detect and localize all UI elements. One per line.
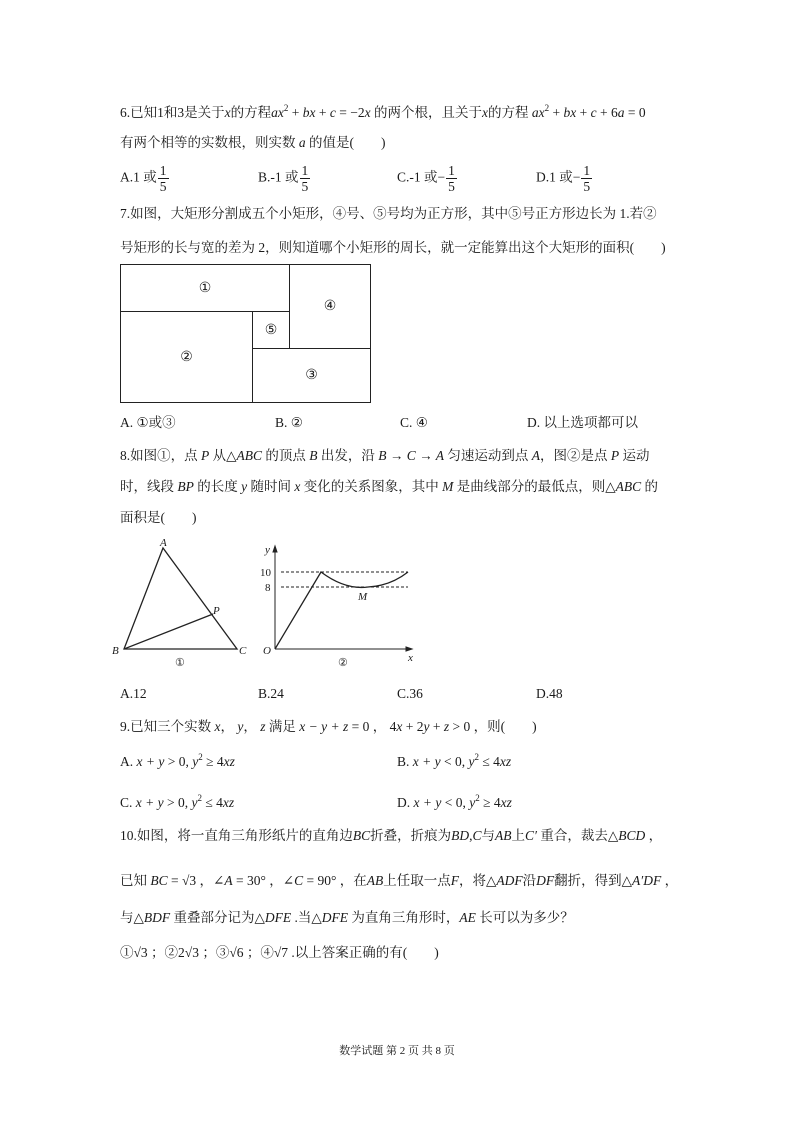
text: 上	[511, 828, 526, 843]
text: B.	[397, 754, 413, 769]
text: +	[429, 719, 444, 734]
label-b: B	[112, 645, 119, 657]
math: B	[309, 448, 318, 463]
q9-option-b	[397, 752, 511, 772]
denominator: 5	[301, 179, 309, 194]
math: z	[443, 719, 450, 734]
text: > 0,	[164, 754, 193, 769]
math: BC	[352, 828, 371, 843]
text: 的方程	[487, 105, 532, 120]
numerator: 1	[448, 163, 455, 178]
text: 与	[481, 828, 496, 843]
text: 从	[209, 448, 227, 463]
text: 的两个根，且关于	[370, 105, 482, 120]
text: B.-1 或	[258, 169, 299, 185]
q8-option-a: A.12	[120, 686, 147, 701]
math: P	[610, 448, 620, 463]
math: x	[481, 105, 488, 120]
text: 8.如图①，点	[120, 448, 201, 463]
math: ax	[271, 105, 284, 120]
rect-4: ④	[289, 264, 371, 349]
text: 随时间	[247, 479, 295, 494]
text: ，将△	[458, 873, 497, 888]
text: +	[315, 105, 330, 120]
exponent: 2	[283, 103, 289, 113]
caption-1: ①	[175, 657, 185, 669]
text: −	[437, 169, 446, 185]
text: C.-1 或	[397, 169, 438, 185]
text: 9.已知三个实数	[120, 719, 215, 734]
math: c	[590, 105, 597, 120]
text: 与△	[120, 910, 144, 925]
triangle-figure	[124, 548, 237, 649]
text: 6.已知1和3是关于	[120, 105, 225, 120]
math: BD	[451, 828, 470, 843]
numerator: 1	[583, 163, 591, 178]
tick-8: 8	[265, 582, 271, 594]
math: M	[442, 479, 454, 494]
text: 是曲线部分的最低点，则	[453, 479, 606, 494]
text: 的方程	[230, 105, 272, 120]
q7-option-b: B. ②	[275, 415, 303, 430]
text: ≥ 4	[202, 754, 224, 769]
text: > 0 ，则( )	[449, 719, 537, 734]
q10-line-3	[120, 908, 574, 928]
math: y	[241, 479, 248, 494]
math: x − y + z	[299, 719, 349, 734]
math: DFE	[321, 910, 349, 925]
q7-option-c: C. ④	[400, 415, 428, 430]
text: 折叠，折痕为	[370, 828, 452, 843]
exponent: 2	[198, 752, 203, 762]
math: x	[224, 105, 231, 120]
q7-line-1: 7.如图，大矩形分割成五个小矩形，④号、⑤号均为正方形，其中⑤号正方形边长为 1.若②	[120, 206, 657, 221]
q10-line-2	[120, 871, 678, 891]
text: = 0	[624, 105, 646, 120]
math: x + y	[135, 795, 164, 810]
label-c: C	[239, 645, 247, 657]
text: > 0,	[163, 795, 192, 810]
text: 满足	[265, 719, 300, 734]
text: + 6	[596, 105, 618, 120]
text: = 30° ，∠	[232, 873, 295, 888]
math: C	[294, 873, 304, 888]
text: D.	[397, 795, 414, 810]
label-x: x	[408, 652, 413, 664]
rect-2: ②	[120, 311, 253, 403]
q7-option-a: A. ①或③	[120, 415, 176, 430]
math: BDF	[143, 910, 171, 925]
text: = √3 ，∠	[167, 873, 225, 888]
math: ADF	[496, 873, 523, 888]
math: a	[298, 135, 306, 150]
text: ≥ 4	[479, 795, 501, 810]
math: AB	[495, 828, 512, 843]
rect-5: ⑤	[252, 311, 290, 349]
math: bx	[563, 105, 577, 120]
text: + 2	[402, 719, 424, 734]
q8-line-3: 面积是( )	[120, 510, 197, 525]
math: A	[224, 873, 233, 888]
text: ，	[220, 719, 238, 734]
denominator: 5	[159, 179, 167, 194]
rect-1: ①	[120, 264, 290, 312]
text: 沿	[522, 873, 537, 888]
math: y	[469, 795, 476, 810]
math: A′DF	[632, 873, 662, 888]
q9-option-d	[397, 793, 512, 813]
math: P	[201, 448, 210, 463]
text: 有两个相等的实数根，则实数	[120, 135, 299, 150]
text: 的值是( )	[305, 135, 386, 150]
text: C.	[120, 795, 136, 810]
math: x + y	[136, 754, 165, 769]
label-p: P	[213, 605, 220, 617]
page-footer: 数学试题 第 2 页 共 8 页	[339, 1045, 455, 1057]
text: 的	[641, 479, 659, 494]
triangle-abc	[124, 548, 237, 649]
math: y	[192, 754, 199, 769]
text: +	[549, 105, 564, 120]
math: a	[617, 105, 625, 120]
graph-curve	[275, 572, 408, 649]
q9-line-1	[120, 717, 537, 737]
text: = 90° ，在	[303, 873, 367, 888]
tick-10: 10	[260, 567, 271, 579]
math: x	[214, 719, 221, 734]
math: x + y	[412, 754, 441, 769]
exponent: 2	[475, 793, 480, 803]
math: y	[237, 719, 244, 734]
text: 翻折，得到△	[554, 873, 632, 888]
math: xz	[222, 795, 235, 810]
text: ，	[661, 873, 679, 888]
text: 变化的关系图象，其中	[300, 479, 443, 494]
segment-bp	[124, 614, 213, 649]
denominator: 5	[583, 179, 591, 194]
text: < 0,	[441, 795, 470, 810]
math: x	[364, 105, 371, 120]
q10-line-4: ①√3 ；②2√3 ；③√6 ；④√7 .以上答案正确的有( )	[120, 945, 439, 960]
math: A	[531, 448, 541, 463]
q8-option-c: C.36	[397, 686, 423, 701]
q8-option-b: B.24	[258, 686, 284, 701]
text: 的长度	[193, 479, 242, 494]
text: ,	[469, 828, 473, 843]
text: .当△	[291, 910, 322, 925]
math: ax	[531, 105, 545, 120]
text: −	[572, 169, 581, 185]
numerator: 1	[301, 163, 309, 178]
math: DFE	[264, 910, 292, 925]
math: BP	[177, 479, 194, 494]
label-y: y	[265, 544, 270, 556]
text: A.	[120, 754, 137, 769]
math: y	[423, 719, 430, 734]
math: x	[396, 719, 403, 734]
q9-option-a	[120, 752, 235, 772]
math: F	[450, 873, 459, 888]
q9-option-c	[120, 793, 234, 813]
math: c	[329, 105, 336, 120]
math: BC	[150, 873, 168, 888]
text: 上任取一点	[383, 873, 451, 888]
q7-line-2: 号矩形的长与宽的差为 2，则知道哪个小矩形的周长，就一定能算出这个大矩形的面积( )	[120, 240, 666, 255]
text: 已知	[120, 873, 151, 888]
math: xz	[499, 754, 512, 769]
exponent: 2	[474, 752, 479, 762]
text: 重合，裁去△	[537, 828, 619, 843]
caption-2: ②	[338, 657, 348, 669]
text: ，	[645, 828, 663, 843]
q8-option-d: D.48	[536, 686, 563, 701]
math: bx	[302, 105, 316, 120]
text: +	[288, 105, 303, 120]
math: x	[294, 479, 301, 494]
text: 的顶点	[262, 448, 310, 463]
rect-3: ③	[252, 348, 371, 403]
math: AE	[459, 910, 476, 925]
label-o: O	[263, 645, 271, 657]
y-arrow-icon	[273, 546, 277, 552]
text: +	[576, 105, 591, 120]
q10-line-1	[120, 826, 662, 846]
math: x + y	[413, 795, 442, 810]
math: DF	[536, 873, 555, 888]
math: z	[260, 719, 266, 734]
exponent: 2	[544, 103, 550, 113]
math: BCD	[618, 828, 646, 843]
math: C′	[525, 828, 537, 843]
math: AB	[366, 873, 384, 888]
math: B → C → A	[378, 448, 445, 463]
text: 时，线段	[120, 479, 178, 494]
text: = −2	[335, 105, 365, 120]
math: C	[472, 828, 482, 843]
label-m: M	[358, 591, 368, 603]
math: △ABC	[605, 479, 642, 494]
denominator: 5	[448, 179, 455, 194]
text: D.1 或	[536, 169, 573, 185]
text: ≤ 4	[201, 795, 223, 810]
text: 出发，沿	[317, 448, 379, 463]
math: xz	[500, 795, 512, 810]
x-arrow-icon	[406, 647, 412, 651]
q7-option-d: D. 以上选项都可以	[527, 415, 638, 430]
text: ，	[243, 719, 261, 734]
text: 长可以为多少？	[475, 910, 574, 925]
numerator: 1	[159, 163, 167, 178]
text: ≤ 4	[478, 754, 500, 769]
exponent: 2	[197, 793, 202, 803]
text: A.1 或	[120, 169, 157, 185]
text: 为直角三角形时，	[348, 910, 460, 925]
text: 匀速运动到点	[444, 448, 532, 463]
graph-figure	[273, 546, 412, 651]
text: 运动	[619, 448, 650, 463]
math: xz	[223, 754, 235, 769]
text: ，图②是点	[540, 448, 611, 463]
math: △ABC	[226, 448, 263, 463]
text: = 0 ， 4	[348, 719, 397, 734]
text: < 0,	[440, 754, 469, 769]
math: y	[191, 795, 198, 810]
text: 10.如图，将一直角三角形纸片的直角边	[120, 828, 353, 843]
label-a: A	[160, 537, 167, 549]
text: 重叠部分记为△	[170, 910, 265, 925]
math: y	[468, 754, 475, 769]
